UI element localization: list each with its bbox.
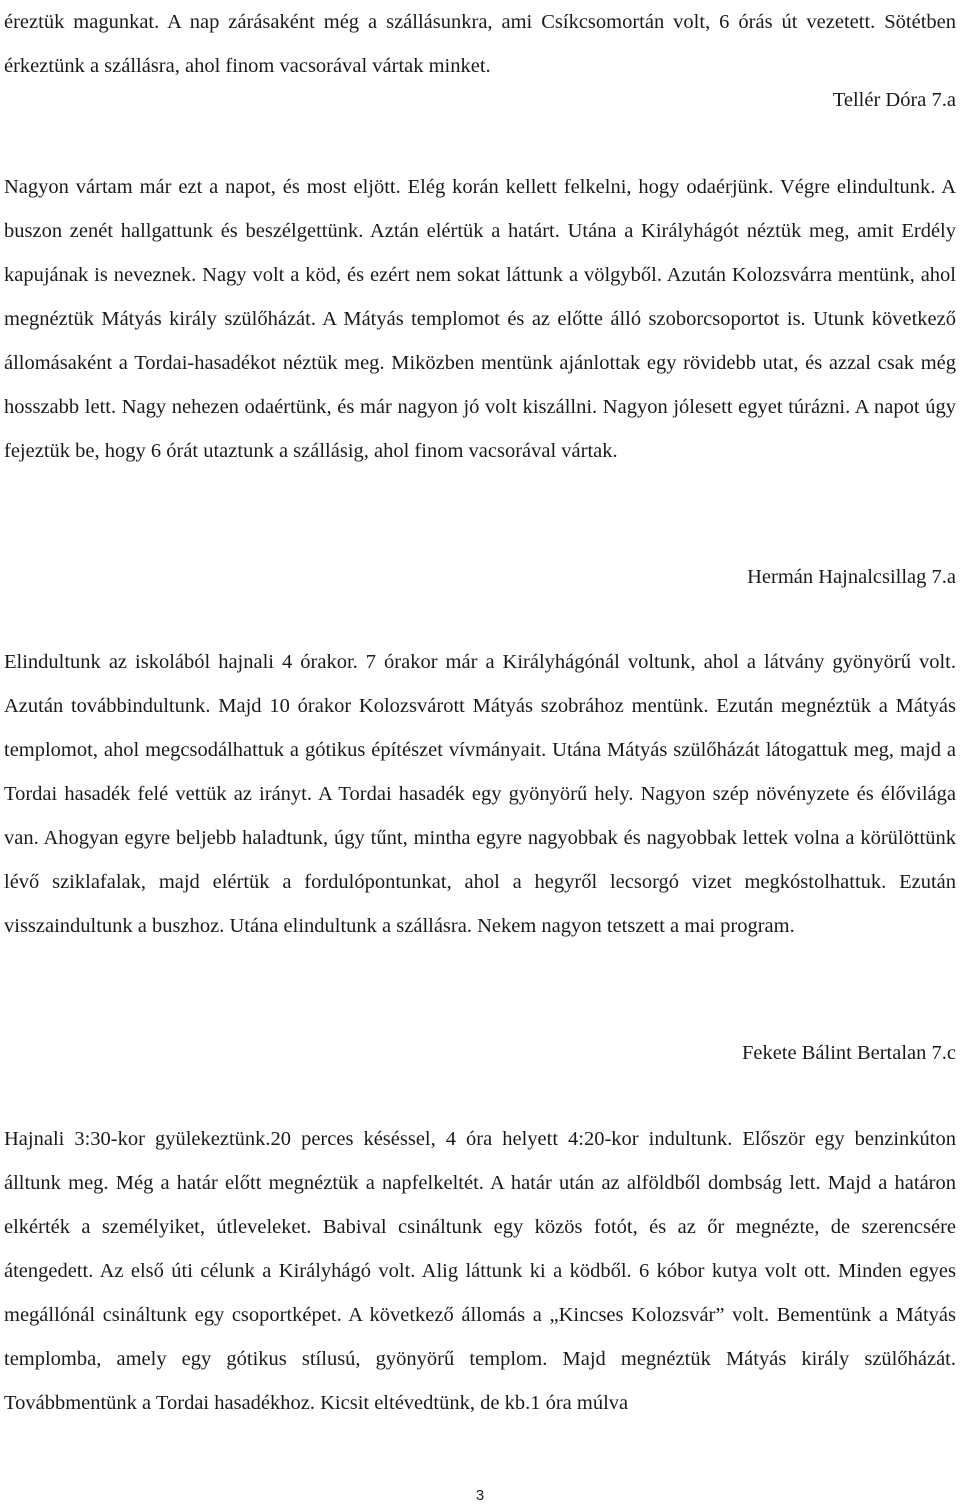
paragraph-third-account: Hajnali 3:30-kor gyülekeztünk.20 perces késéssel, 4 óra helyett 4:20-kor indultunk. Először egy benzinkúton álltunk meg. Még a határ előtt megnéztük a napfelkeltét. A határ után az alföldből dombság lett. Majd a határon elkérték a személyiket, útleveleket. Babival csináltunk egy közös fotót, és az őr megnézte, de szerencsére átengedett. Az első úti célunk a Királyhágó volt. Alig láttunk ki a ködből. 6 kóbor kutya volt ott. Minden egyes megállónál csináltunk egy csoportképet. A következő állomás a „Kincses Kolozsvár” volt. Bementünk a Mátyás templomba, amely egy gótikus stílusú, gyönyörű templom. Majd megnéztük Mátyás király szülőházát. Továbbmentünk a Tordai hasadékhoz. Kicsit eltévedtünk, de kb.1 óra múlva [4, 1128, 956, 1414]
signature-teller-dora: Tellér Dóra 7.a [832, 89, 956, 111]
paragraph-herman: Nagyon vártam már ezt a napot, és most eljött. Elég korán kellett felkelni, hogy odaérjünk. Végre elindultunk. A buszon zenét hallgattunk és beszélgettünk. Aztán elértük a határt. Utána a Királyhágót néztük meg, amit Erdély kapujának is neveznek. Nagy volt a köd, és ezért nem sokat láttunk a völgyből. Azután Kolozsvárra mentünk, ahol megnéztük Mátyás király szülőházát. A Mátyás templomot és az előtte álló szoborcsoportot is. Utunk következő állomásaként a Tordai-hasadékot néztük meg. Miközben mentünk ajánlottak egy rövidebb utat, és azzal csak még hosszabb lett. Nagy nehezen odaértünk, és már nagyon jó volt kiszállni. Nagyon jólesett egyet túrázni. A napot úgy fejeztük be, hogy 6 órát utaztunk a szállásig, ahol finom vacsorával vártak. [4, 176, 956, 462]
signature-herman-hajnalcsillag: Hermán Hajnalcsillag 7.a [747, 566, 956, 588]
paragraph-fekete: Elindultunk az iskolából hajnali 4 órakor. 7 órakor már a Királyhágónál voltunk, ahol a látvány gyönyörű volt. Azután továbbindultunk. Majd 10 órakor Kolozsvárott Mátyás szobrához mentünk. Ezután megnéztük a Mátyás templomot, ahol megcsodálhattuk a gótikus építészet vívmányait. Utána Mátyás szülőházát látogattuk meg, majd a Tordai hasadék felé vettük az irányt. A Tordai hasadék egy gyönyörű hely. Nagyon szép növényzete és élővilága van. Ahogyan egyre beljebb haladtunk, úgy tűnt, mintha egyre nagyobbak és nagyobbak lettek volna a körülöttünk lévő sziklafalak, majd elértük a fordulópontunkat, ahol a hegyről lecsorgó vizet megkóstolhattuk. Ezután visszaindultunk a buszhoz. Utána elindultunk a szállásra. Nekem nagyon tetszett a mai program. [4, 651, 956, 937]
page-number: 3 [475, 1487, 485, 1504]
paragraph-intro-ending: éreztük magunkat. A nap zárásaként még a szállásunkra, ami Csíkcsomortán volt, 6 órás út vezetett. Sötétben érkeztünk a szállásra, ahol finom vacsorával vártak minket. [4, 11, 956, 77]
signature-fekete-balint: Fekete Bálint Bertalan 7.c [741, 1042, 956, 1064]
